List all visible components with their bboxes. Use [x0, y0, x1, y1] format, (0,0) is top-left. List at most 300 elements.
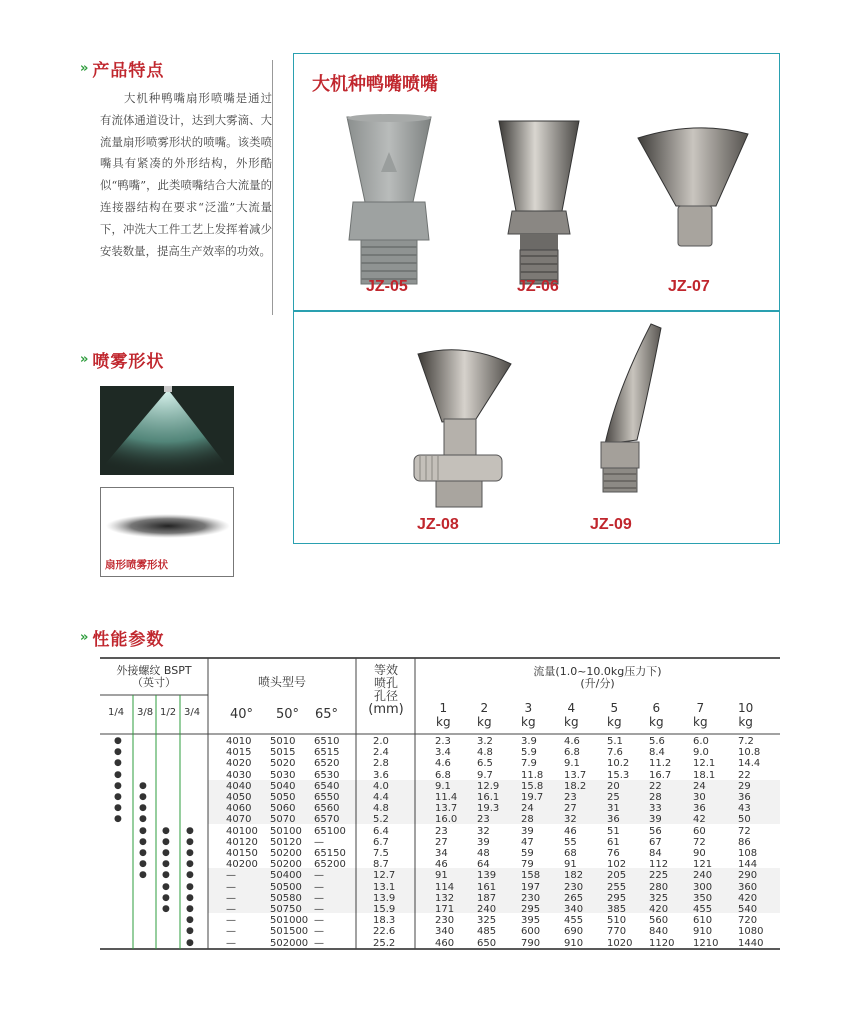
flow-cell: 19.7 [521, 792, 544, 803]
thread-availability-dot: ● [186, 926, 194, 937]
flow-cell: 9.1 [564, 758, 580, 770]
orifice-cell: 13.1 [373, 881, 396, 893]
flow-cell: 7.9 [521, 758, 537, 770]
flow-cell: 158 [521, 870, 541, 882]
model-cell: 4040 [226, 780, 252, 792]
flow-cell: 5.6 [649, 736, 665, 747]
flow-cell: 8.4 [649, 747, 665, 759]
pressure-label [738, 701, 753, 729]
orifice-header-label: 等效喷孔孔径 [373, 663, 398, 703]
flow-cell: 7.2 [738, 736, 754, 747]
flow-cell: 61 [607, 836, 620, 848]
flow-cell: 280 [649, 881, 669, 893]
thread-availability-dot: ● [186, 881, 194, 892]
orifice-cell: 25.2 [373, 937, 396, 949]
model-cell: 40200 [226, 859, 258, 871]
model-cell: 501000 [270, 915, 309, 927]
model-cell: 5010 [270, 736, 296, 747]
flow-cell: 31 [607, 803, 620, 815]
model-cell: — [226, 904, 236, 915]
flow-cell: 16.7 [649, 769, 672, 781]
flow-cell: 39 [521, 825, 534, 837]
thread-availability-dot: ● [139, 792, 147, 802]
flow-cell: 72 [738, 825, 751, 837]
model-cell: — [314, 870, 324, 882]
thread-availability-dot: ● [139, 780, 147, 791]
thread-header-unit: （英寸） [132, 676, 176, 689]
thread-size-label: 3/4 [184, 707, 201, 718]
model-cell: 4010 [226, 736, 252, 747]
flow-cell: 23 [564, 792, 577, 803]
model-cell: 65150 [314, 848, 346, 859]
flow-cell: 187 [477, 892, 497, 904]
flow-cell: 36 [607, 814, 620, 826]
flow-cell: 6.0 [693, 736, 709, 747]
model-cell: 50750 [270, 904, 302, 915]
pressure-label [477, 701, 492, 729]
flow-cell: 33 [649, 803, 662, 815]
model-cell: 4070 [226, 814, 252, 826]
flow-cell: 15.3 [607, 769, 630, 781]
flow-cell: 5.1 [607, 736, 623, 747]
table-row [100, 848, 780, 859]
thread-availability-dot: ● [114, 736, 122, 746]
thread-availability-dot: ● [114, 769, 122, 780]
flow-cell: 68 [564, 848, 577, 859]
model-cell: 5050 [270, 792, 296, 803]
flow-cell: 690 [564, 926, 584, 938]
flow-cell: 225 [649, 870, 669, 882]
flow-cell: 1210 [693, 937, 719, 949]
flow-cell: 230 [435, 915, 455, 927]
flow-cell: 91 [435, 870, 448, 882]
model-cell: 4020 [226, 758, 252, 770]
flow-cell: 1120 [649, 937, 675, 949]
flow-cell: 340 [435, 926, 455, 938]
pressure-label [607, 701, 622, 729]
flow-cell: 11.2 [649, 758, 672, 770]
pressure-unit: kg [607, 715, 622, 729]
thread-availability-dot: ● [162, 904, 170, 914]
pressure-unit: kg [477, 715, 492, 729]
flow-cell: 325 [477, 915, 497, 927]
flow-cell: 455 [564, 915, 584, 927]
model-cell: 50400 [270, 870, 302, 882]
flow-cell: 4.8 [477, 747, 493, 759]
flow-cell: 205 [607, 870, 627, 882]
model-cell: — [314, 892, 324, 904]
table-row [100, 803, 780, 814]
model-cell: 6515 [314, 747, 340, 759]
spray-title: 喷雾形状 [92, 352, 165, 372]
flow-cell: 510 [607, 915, 627, 927]
flow-cell: 4.6 [435, 758, 451, 770]
thread-availability-dot: ● [162, 825, 170, 836]
pressure-label [564, 701, 579, 729]
flow-cell: 720 [738, 915, 758, 927]
model-cell: — [314, 904, 324, 915]
model-cell: — [226, 937, 236, 949]
thread-availability-dot: ● [162, 892, 170, 903]
model-cell: 6520 [314, 758, 340, 770]
model-cell: — [314, 836, 324, 848]
flow-cell: 240 [693, 870, 713, 882]
flow-cell: 460 [435, 937, 455, 949]
thread-availability-dot: ● [186, 836, 194, 847]
flow-cell: 14.4 [738, 758, 761, 770]
model-cell: — [314, 926, 324, 938]
flow-cell: 47 [521, 836, 534, 848]
angle-label: 50° [276, 707, 300, 722]
angle-label: 65° [315, 707, 339, 722]
model-cell: 5015 [270, 747, 296, 759]
pressure-label [436, 701, 451, 729]
table-row [100, 781, 780, 792]
model-cell: 50200 [270, 848, 302, 859]
model-cell: — [226, 881, 236, 893]
flow-cell: 39 [649, 814, 662, 826]
flow-cell: 121 [693, 859, 713, 871]
table-row [100, 870, 780, 881]
thread-size-label: 1/4 [108, 707, 125, 718]
pressure-label [521, 701, 536, 729]
pressure-label [649, 701, 664, 729]
flow-cell: 770 [607, 926, 627, 938]
flow-cell: 171 [435, 904, 455, 915]
thread-availability-dot: ● [139, 836, 147, 847]
model-cell: 6560 [314, 803, 340, 815]
flow-cell: 55 [564, 836, 577, 848]
flow-cell: 42 [693, 814, 706, 826]
model-cell: 50500 [270, 881, 302, 893]
flow-header [415, 666, 780, 690]
flow-cell: 27 [435, 836, 448, 848]
flow-cell: 182 [564, 870, 584, 882]
flow-cell: 790 [521, 937, 541, 949]
flow-cell: 60 [693, 825, 706, 837]
flow-cell: 28 [649, 792, 662, 803]
thread-availability-dot: ● [139, 859, 147, 870]
model-cell: — [226, 870, 236, 882]
orifice-cell: 22.6 [373, 926, 396, 938]
flow-cell: 84 [649, 848, 662, 859]
flow-cell: 32 [477, 825, 490, 837]
flow-cell: 13.7 [435, 803, 458, 815]
flow-cell: 295 [521, 904, 541, 915]
flow-cell: 230 [564, 881, 584, 893]
thread-availability-dot: ● [186, 825, 194, 836]
flow-cell: 32 [564, 814, 577, 826]
pressure-unit: kg [564, 715, 579, 729]
orifice-header [358, 664, 414, 716]
product-label: JZ-05 [366, 278, 408, 295]
arrow-icon: » [80, 352, 87, 367]
pressure-unit: kg [521, 715, 536, 729]
flow-cell: 72 [693, 836, 706, 848]
model-cell: 4030 [226, 769, 252, 781]
flow-cell: 132 [435, 892, 455, 904]
orifice-cell: 12.7 [373, 870, 396, 882]
flow-cell: 48 [477, 848, 490, 859]
flow-cell: 22 [738, 769, 751, 781]
table-row [100, 859, 780, 870]
flow-cell: 90 [693, 848, 706, 859]
flow-cell: 144 [738, 859, 758, 871]
model-cell: 502000 [270, 937, 309, 949]
model-cell: 5070 [270, 814, 296, 826]
model-cell: 4060 [226, 803, 252, 815]
orifice-cell: 7.5 [373, 848, 389, 859]
flow-cell: 350 [693, 892, 713, 904]
thread-availability-dot: ● [186, 870, 194, 881]
orifice-cell: 6.7 [373, 836, 389, 848]
flow-cell: 15.8 [521, 780, 544, 792]
model-cell: — [314, 881, 324, 893]
model-cell: — [226, 892, 236, 904]
thread-availability-dot: ● [162, 848, 170, 858]
flow-cell: 197 [521, 881, 541, 893]
pressure-label [693, 701, 708, 729]
table-row [100, 792, 780, 803]
angle-header-row [208, 707, 356, 723]
thread-availability-dot: ● [114, 803, 122, 814]
thread-availability-dot: ● [162, 859, 170, 870]
flow-cell: 3.4 [435, 747, 451, 759]
table-row [100, 758, 780, 769]
arrow-icon: » [80, 61, 87, 76]
thread-availability-dot: ● [139, 814, 147, 825]
flow-cell: 2.3 [435, 736, 451, 747]
orifice-cell: 4.0 [373, 780, 389, 792]
flow-cell: 12.9 [477, 780, 500, 792]
product-label: JZ-08 [417, 516, 459, 533]
orifice-cell: 4.4 [373, 792, 389, 803]
thread-availability-dot: ● [114, 780, 122, 791]
product-label: JZ-07 [668, 278, 710, 295]
model-cell: — [226, 926, 236, 938]
thread-availability-dot: ● [186, 848, 194, 858]
pressure-value: 10 [738, 701, 754, 715]
model-cell: 50100 [270, 825, 302, 837]
flow-cell: 16.1 [477, 792, 500, 803]
model-cell: 5030 [270, 769, 296, 781]
flow-cell: 3.2 [477, 736, 493, 747]
flow-cell: 50 [738, 814, 751, 826]
flow-cell: 910 [564, 937, 584, 949]
flow-cell: 30 [693, 792, 706, 803]
flow-cell: 86 [738, 836, 751, 848]
product-gallery-title: 大机种鸭嘴喷嘴 [312, 74, 438, 95]
pressure-value: 1 [439, 701, 448, 715]
features-description: 大机种鸭嘴扇形喷嘴是通过有流体通道设计，达到大雾滴、大流量扇形喷雾形状的喷嘴。该类喷嘴具有紧凑的外形结构，外形酷似“鸭嘴”，此类喷嘴结合大流量的连接器结构在要求“泛滥”大流量下，冲洗大工件工艺上发挥着减少安装数量，提高生产效率的功效。 [100, 91, 272, 258]
model-cell: 40150 [226, 848, 258, 859]
flow-cell: 3.9 [521, 736, 537, 747]
orifice-cell: 13.9 [373, 892, 396, 904]
arrow-icon: » [80, 630, 87, 645]
flow-cell: 76 [607, 848, 620, 859]
flow-cell: 114 [435, 881, 455, 893]
table-row [100, 893, 780, 904]
model-cell: 40120 [226, 836, 258, 848]
model-cell: 501500 [270, 926, 309, 938]
flow-cell: 28 [521, 814, 534, 826]
flow-cell: 18.2 [564, 780, 587, 792]
flow-cell: 6.5 [477, 758, 493, 770]
flow-cell: 485 [477, 926, 497, 938]
orifice-cell: 8.7 [373, 859, 389, 871]
model-cell: 5020 [270, 758, 296, 770]
model-cell: 50120 [270, 836, 302, 848]
pressure-header-row [415, 701, 780, 731]
thread-header-label: 外接螺纹 BSPT [116, 664, 192, 677]
flow-cell: 46 [564, 825, 577, 837]
flow-cell: 67 [649, 836, 662, 848]
flow-cell: 5.9 [521, 747, 537, 759]
fan-pattern-caption: 扇形喷雾形状 [105, 559, 168, 571]
flow-cell: 9.1 [435, 780, 451, 792]
model-cell: 6510 [314, 736, 340, 747]
thread-availability-dot: ● [186, 859, 194, 870]
flow-cell: 36 [738, 792, 751, 803]
thread-availability-dot: ● [186, 904, 194, 914]
model-cell: 65200 [314, 859, 346, 871]
thread-availability-dot: ● [162, 836, 170, 847]
flow-cell: 4.6 [564, 736, 580, 747]
model-cell: — [314, 937, 324, 949]
model-cell: — [314, 915, 324, 927]
flow-cell: 300 [693, 881, 713, 893]
product-label: JZ-06 [517, 278, 559, 295]
flow-cell: 340 [564, 904, 584, 915]
flow-cell: 1440 [738, 937, 764, 949]
flow-cell: 139 [477, 870, 497, 882]
flow-cell: 16.0 [435, 814, 458, 826]
flow-cell: 20 [607, 780, 620, 792]
flow-cell: 455 [693, 904, 713, 915]
flow-cell: 91 [564, 859, 577, 871]
flow-cell: 255 [607, 881, 627, 893]
pressure-unit: kg [738, 715, 753, 729]
thread-availability-dot: ● [162, 881, 170, 892]
flow-cell: 1020 [607, 937, 633, 949]
orifice-cell: 18.3 [373, 915, 396, 927]
flow-cell: 64 [477, 859, 490, 871]
table-row [100, 747, 780, 758]
flow-cell: 290 [738, 870, 758, 882]
orifice-cell: 5.2 [373, 814, 389, 826]
flow-cell: 7.6 [607, 747, 623, 759]
thread-availability-dot: ● [186, 915, 194, 926]
performance-title: 性能参数 [92, 630, 165, 650]
model-cell: 6530 [314, 769, 340, 781]
pressure-value: 6 [652, 701, 661, 715]
flow-cell: 1080 [738, 926, 764, 938]
orifice-cell: 2.0 [373, 736, 389, 747]
model-cell: 6540 [314, 780, 340, 792]
table-row [100, 814, 780, 825]
flow-cell: 325 [649, 892, 669, 904]
flow-cell: 11.8 [521, 769, 544, 781]
flow-cell: 79 [521, 859, 534, 871]
thread-size-label: 1/2 [160, 707, 177, 718]
flow-cell: 10.8 [738, 747, 761, 759]
table-row [100, 826, 780, 837]
thread-availability-dot: ● [114, 814, 122, 825]
model-cell: 6570 [314, 814, 340, 826]
flow-cell: 36 [693, 803, 706, 815]
flow-cell: 600 [521, 926, 541, 938]
flow-cell: 13.7 [564, 769, 587, 781]
flow-cell: 27 [564, 803, 577, 815]
flow-cell: 240 [477, 904, 497, 915]
thread-availability-dot: ● [114, 747, 122, 758]
model-cell: 4015 [226, 747, 252, 759]
pressure-value: 2 [480, 701, 489, 715]
orifice-cell: 6.4 [373, 825, 389, 837]
orifice-cell: 3.6 [373, 769, 389, 781]
orifice-cell: 2.4 [373, 747, 389, 759]
table-row [100, 915, 780, 926]
table-row [100, 938, 780, 949]
orifice-header-unit: (mm) [368, 702, 404, 717]
model-cell: 50200 [270, 859, 302, 871]
flow-cell: 19.3 [477, 803, 500, 815]
model-cell: 65100 [314, 825, 346, 837]
pressure-value: 3 [524, 701, 533, 715]
model-cell: 4050 [226, 792, 252, 803]
flow-cell: 420 [649, 904, 669, 915]
flow-cell: 51 [607, 825, 620, 837]
thread-availability-dot: ● [162, 870, 170, 881]
flow-cell: 6.8 [435, 769, 451, 781]
flow-cell: 46 [435, 859, 448, 871]
flow-cell: 360 [738, 881, 758, 893]
pressure-value: 4 [567, 701, 576, 715]
pressure-unit: kg [649, 715, 664, 729]
flow-cell: 265 [564, 892, 584, 904]
flow-cell: 610 [693, 915, 713, 927]
flow-cell: 395 [521, 915, 541, 927]
model-cell: 5060 [270, 803, 296, 815]
flow-cell: 840 [649, 926, 669, 938]
model-cell: 6550 [314, 792, 340, 803]
flow-cell: 108 [738, 848, 758, 859]
features-title: 产品特点 [92, 61, 165, 81]
thread-availability-dot: ● [139, 870, 147, 881]
flow-cell: 112 [649, 859, 669, 871]
flow-cell: 12.1 [693, 758, 716, 770]
orifice-cell: 4.8 [373, 803, 389, 815]
angle-label: 40° [230, 707, 254, 722]
table-row [100, 837, 780, 848]
flow-header-unit: (升/分) [580, 677, 615, 690]
table-row [100, 904, 780, 915]
flow-cell: 9.0 [693, 747, 709, 759]
thread-header [100, 665, 208, 689]
flow-cell: 18.1 [693, 769, 716, 781]
flow-cell: 230 [521, 892, 541, 904]
flow-cell: 540 [738, 904, 758, 915]
table-row [100, 736, 780, 747]
flow-cell: 23 [477, 814, 490, 826]
thread-availability-dot: ● [114, 792, 122, 802]
flow-header-label: 流量(1.0~10.0kg压力下) [533, 665, 662, 678]
pressure-unit: kg [436, 715, 451, 729]
pressure-value: 7 [696, 701, 705, 715]
flow-cell: 24 [521, 803, 534, 815]
flow-cell: 9.7 [477, 769, 493, 781]
flow-cell: 56 [649, 825, 662, 837]
